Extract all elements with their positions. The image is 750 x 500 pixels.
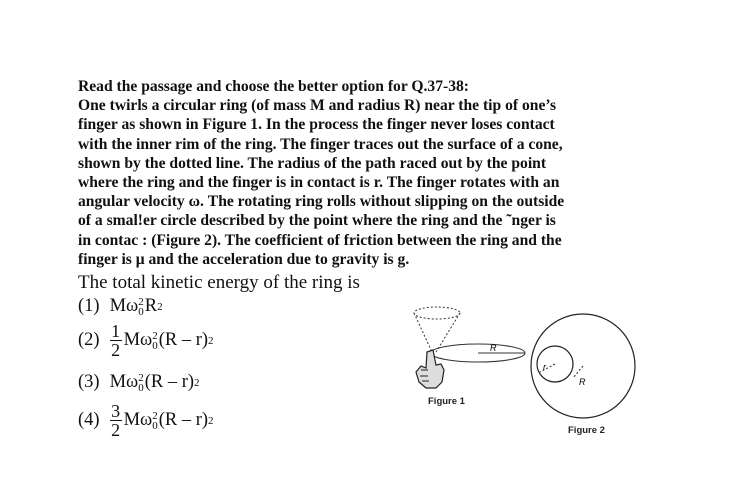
rest-superscript: 2	[208, 414, 214, 427]
option-number: (3)	[78, 372, 100, 392]
omega-subscript: 0	[138, 305, 144, 318]
option-rest: (R – r)	[144, 372, 195, 392]
figure-1-caption: Figure 1	[428, 396, 465, 407]
fraction-denominator: 2	[111, 340, 121, 360]
hand-icon	[416, 350, 444, 388]
figure-1-label-R: R	[490, 343, 497, 353]
option-number: (4)	[78, 410, 100, 430]
passage-line: finger is μ and the acceleration due to gravity is g.	[78, 250, 410, 268]
rest-superscript: 2	[208, 334, 214, 347]
figure-2-label-r: r	[543, 362, 546, 372]
passage-line: shown by the dotted line. The radius of the path raced out by the point	[78, 154, 547, 172]
passage-heading: Read the passage and choose the better option for Q.37-38:	[78, 78, 469, 95]
fraction-denominator: 2	[111, 420, 121, 440]
option-body: Mω	[123, 330, 153, 350]
rest-superscript: 2	[194, 376, 200, 389]
passage-line: in contac : (Figure 2). The coefficient of friction between the ring and the	[78, 231, 562, 249]
figure-2-caption: Figure 2	[568, 425, 605, 436]
option-body: Mω	[123, 410, 153, 430]
passage-line: angular velocity ω. The rotating ring rolls without slipping on the outside	[78, 193, 565, 211]
cone-top-ellipse	[414, 307, 460, 319]
option-rest: (R – r)	[158, 330, 209, 350]
omega-superscript: 2	[138, 295, 144, 308]
fraction-numerator: 3	[111, 401, 121, 421]
passage-line: where the ring and the finger is in contact is r. The finger rotates with an	[78, 174, 560, 192]
option-number: (1)	[78, 296, 100, 316]
option-rest: (R – r)	[158, 410, 209, 430]
figure-2-label-R: R	[579, 377, 586, 387]
omega-superscript: 2	[138, 371, 144, 384]
option-number: (2)	[78, 330, 100, 350]
option-body: Mω	[109, 296, 139, 316]
figure-1-diagram	[414, 307, 525, 388]
omega-subscript: 0	[152, 419, 158, 432]
figure-2-diagram	[531, 314, 635, 418]
passage-line: of a smal!er circle described by the point where the ring and the ˜nger is	[78, 212, 556, 230]
option-body: Mω	[109, 372, 139, 392]
fraction-numerator: 1	[111, 321, 121, 341]
rest-superscript: 2	[157, 300, 163, 313]
option-rest: R	[144, 296, 158, 316]
passage-line: One twirls a circular ring (of mass M and radius R) near the tip of one’s	[78, 97, 557, 115]
passage-line: finger as shown in Figure 1. In the process the finger never loses contact	[78, 116, 555, 134]
omega-superscript: 2	[152, 409, 158, 422]
omega-subscript: 0	[138, 381, 144, 394]
question-text: The total kinetic energy of the ring is	[78, 272, 360, 293]
omega-subscript: 0	[152, 339, 158, 352]
omega-superscript: 2	[152, 329, 158, 342]
passage-line: with the inner rim of the ring. The finger traces out the surface of a cone,	[78, 135, 563, 153]
